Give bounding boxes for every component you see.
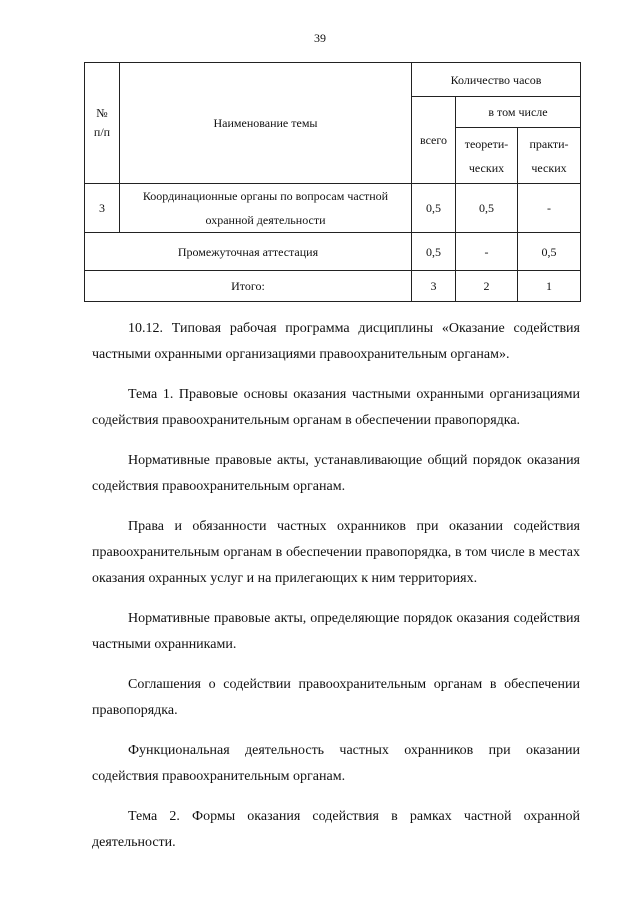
row-theory: 0,5	[456, 184, 518, 233]
interim-total: 0,5	[412, 233, 456, 271]
paragraph-program-title: 10.12. Типовая рабочая программа дисциплины «Оказание содействия частными охранными организациями правоохранительным органам».	[92, 321, 580, 362]
final-row	[85, 271, 581, 302]
row-topic: Координационные органы по вопросам частной охранной деятельности	[120, 184, 412, 233]
paragraph-topic-1: Тема 1. Правовые основы оказания частными охранными организациями содействия правоохранительным органам в обеспечении правопорядка.	[92, 387, 580, 428]
header-topic: Наименование темы	[120, 63, 412, 184]
final-label: Итого:	[85, 271, 412, 302]
page-number: 39	[314, 31, 326, 45]
header-theory: теорети- ческих	[456, 128, 518, 184]
paragraph: Соглашения о содействии правоохранительным органам в обеспечении правопорядка.	[92, 677, 580, 718]
final-theory: 2	[456, 271, 518, 302]
final-total: 3	[412, 271, 456, 302]
table-row	[85, 184, 581, 233]
row-total: 0,5	[412, 184, 456, 233]
interim-practice: 0,5	[518, 233, 581, 271]
interim-label: Промежуточная аттестация	[85, 233, 412, 271]
header-practice: практи- ческих	[518, 128, 581, 184]
paragraph-topic-2: Тема 2. Формы оказания содействия в рамках частной охранной деятельности.	[92, 809, 580, 850]
row-num: 3	[85, 184, 120, 233]
header-num: № п/п	[85, 63, 120, 184]
paragraph: Нормативные правовые акты, определяющие порядок оказания содействия частными охранниками.	[92, 611, 580, 652]
header-total: всего	[412, 97, 456, 184]
body-text	[92, 316, 580, 870]
interim-theory: -	[456, 233, 518, 271]
paragraph: Функциональная деятельность частных охранников при оказании содействия правоохранительным органам.	[92, 743, 580, 784]
paragraph: Нормативные правовые акты, устанавливающие общий порядок оказания содействия правоохранительным органам.	[92, 453, 580, 494]
header-including: в том числе	[456, 97, 581, 128]
interim-row	[85, 233, 581, 271]
paragraph: Права и обязанности частных охранников при оказании содействия правоохранительным органам в обеспечении правопорядка, в том числе в местах оказания охранных услуг и на прилегающих к ним территориях.	[92, 519, 580, 586]
row-practice: -	[518, 184, 581, 233]
final-practice: 1	[518, 271, 581, 302]
hours-table	[84, 62, 581, 302]
header-hours: Количество часов	[412, 63, 581, 97]
